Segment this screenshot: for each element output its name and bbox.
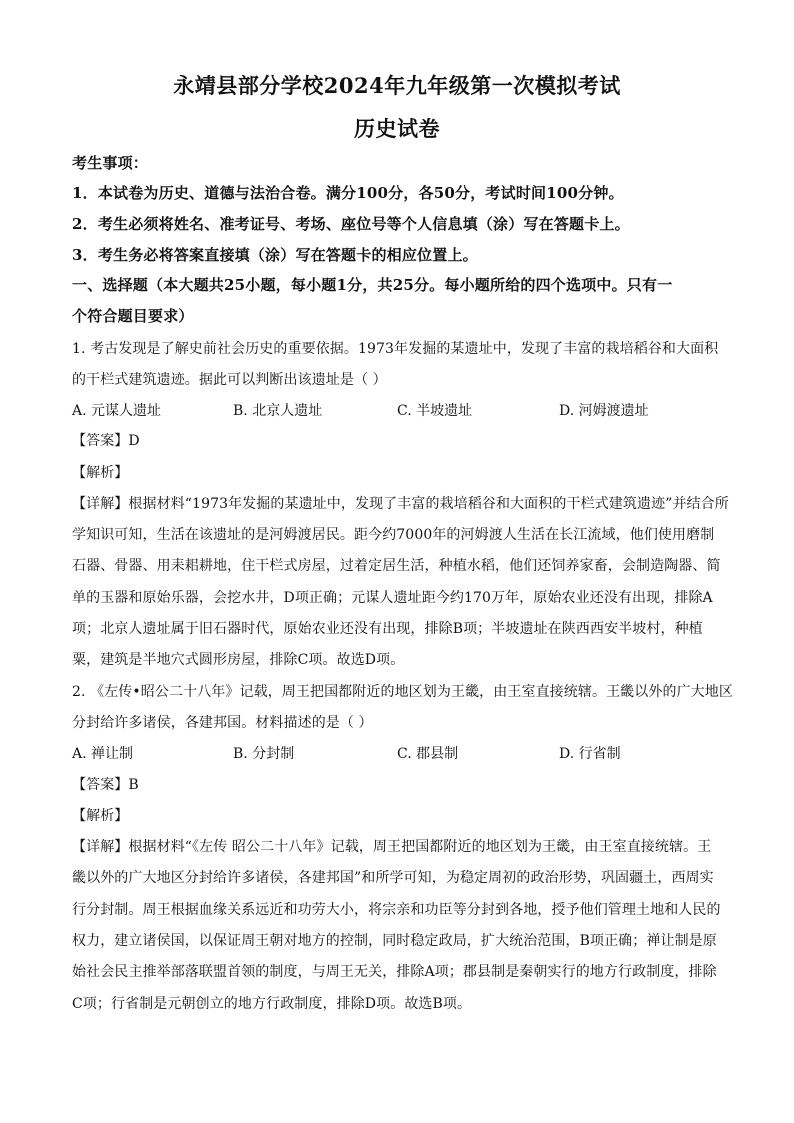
option-b: B. 北京人遗址	[233, 403, 323, 419]
notice-heading: 考生事项：	[72, 154, 149, 172]
section-heading: 个符合题目要求）	[72, 307, 194, 325]
detail-line: 畿以外的广大地区分封给许多诸侯，各建邦国”和所学可知，为稳定周初的政治形势，巩固疆土，西周实	[72, 870, 714, 886]
detail-line: C项；行省制是元朝创立的地方行政制度，排除D项。故选B项。	[72, 996, 472, 1012]
notice-item: 2．考生必须将姓名、准考证号、考场、座位号等个人信息填（涂）写在答题卡上。	[72, 215, 630, 233]
detail-line: 始社会民主推举部落联盟首领的制度，与周王无关，排除A项；郡县制是秦朝实行的地方行政制度，排除	[72, 964, 717, 980]
notice-item: 1．本试卷为历史、道德与法治合卷。满分100分，各50分，考试时间100分钟。	[72, 184, 624, 202]
question-stem: 分封给许多诸侯，各建邦国。材料描述的是（ ）	[72, 715, 373, 731]
detail-line: 【详解】根据材料“《左传 昭公二十八年》记载，周王把国都附近的地区划为王畿，由王室直接统辖。王	[72, 839, 712, 855]
detail-line: 【详解】根据材料“1973年发掘的某遗址中，发现了丰富的栽培稻谷和大面积的干栏式建筑遗迹”并结合所	[72, 496, 729, 512]
analysis-label: 【解析】	[72, 808, 129, 824]
answer-label: 【答案】B	[72, 777, 139, 793]
detail-line: 学知识可知，生活在该遗址的是河姆渡居民。距今约7000年的河姆渡人生活在长江流域，他们使用磨制	[72, 527, 715, 543]
question-stem: 1. 考古发现是了解史前社会历史的重要依据。1973年发掘的某遗址中，发现了丰富的栽培稻谷和大面积	[72, 341, 719, 357]
option-c: C. 郡县制	[397, 746, 459, 762]
option-b: B. 分封制	[233, 746, 295, 762]
option-d: D. 行省制	[559, 746, 621, 762]
detail-line: 行分封制。周王根据血缘关系远近和功劳大小，将宗亲和功臣等分封到各地，授予他们管理土地和人民的	[72, 902, 721, 918]
detail-line: 粟，建筑是半地穴式圆形房屋，排除C项。故选D项。	[72, 652, 405, 668]
detail-line: 权力，建立诸侯国，以保证周王朝对地方的控制，同时稳定政局，扩大统治范围，B项正确；禅让制是原	[72, 933, 717, 949]
question-stem: 2. 《左传•昭公二十八年》记载，周王把国都附近的地区划为王畿，由王室直接统辖。王畿以外的广大地区	[72, 684, 733, 700]
option-a: A. 禅让制	[72, 746, 134, 762]
section-heading: 一、选择题（本大题共25小题，每小题1分，共25分。每小题所给的四个选项中。只有一	[72, 276, 673, 294]
detail-line: 石器、骨器、用耒耜耕地，住干栏式房屋，过着定居生活，种植水稻，他们还饲养家畜，会制造陶器、简	[72, 558, 721, 574]
detail-line: 单的玉器和原始乐器，会挖水井，D项正确；元谋人遗址距今约170万年，原始农业还没有出现，排除A	[72, 590, 713, 606]
analysis-label: 【解析】	[72, 465, 129, 481]
question-stem: 的干栏式建筑遗迹。据此可以判断出该遗址是（ ）	[72, 372, 387, 388]
notice-item: 3．考生务必将答案直接填（涂）写在答题卡的相应位置上。	[72, 246, 478, 264]
option-d: D. 河姆渡遗址	[559, 403, 649, 419]
answer-label: 【答案】D	[72, 433, 140, 449]
detail-line: 项；北京人遗址属于旧石器时代，原始农业还没有出现，排除B项；半坡遗址在陕西西安半坡村，种植	[72, 621, 703, 637]
option-a: A. 元谋人遗址	[72, 403, 162, 419]
exam-title: 永靖县部分学校2024年九年级第一次模拟考试	[173, 73, 621, 98]
option-c: C. 半坡遗址	[397, 403, 473, 419]
exam-subtitle: 历史试卷	[354, 116, 440, 141]
